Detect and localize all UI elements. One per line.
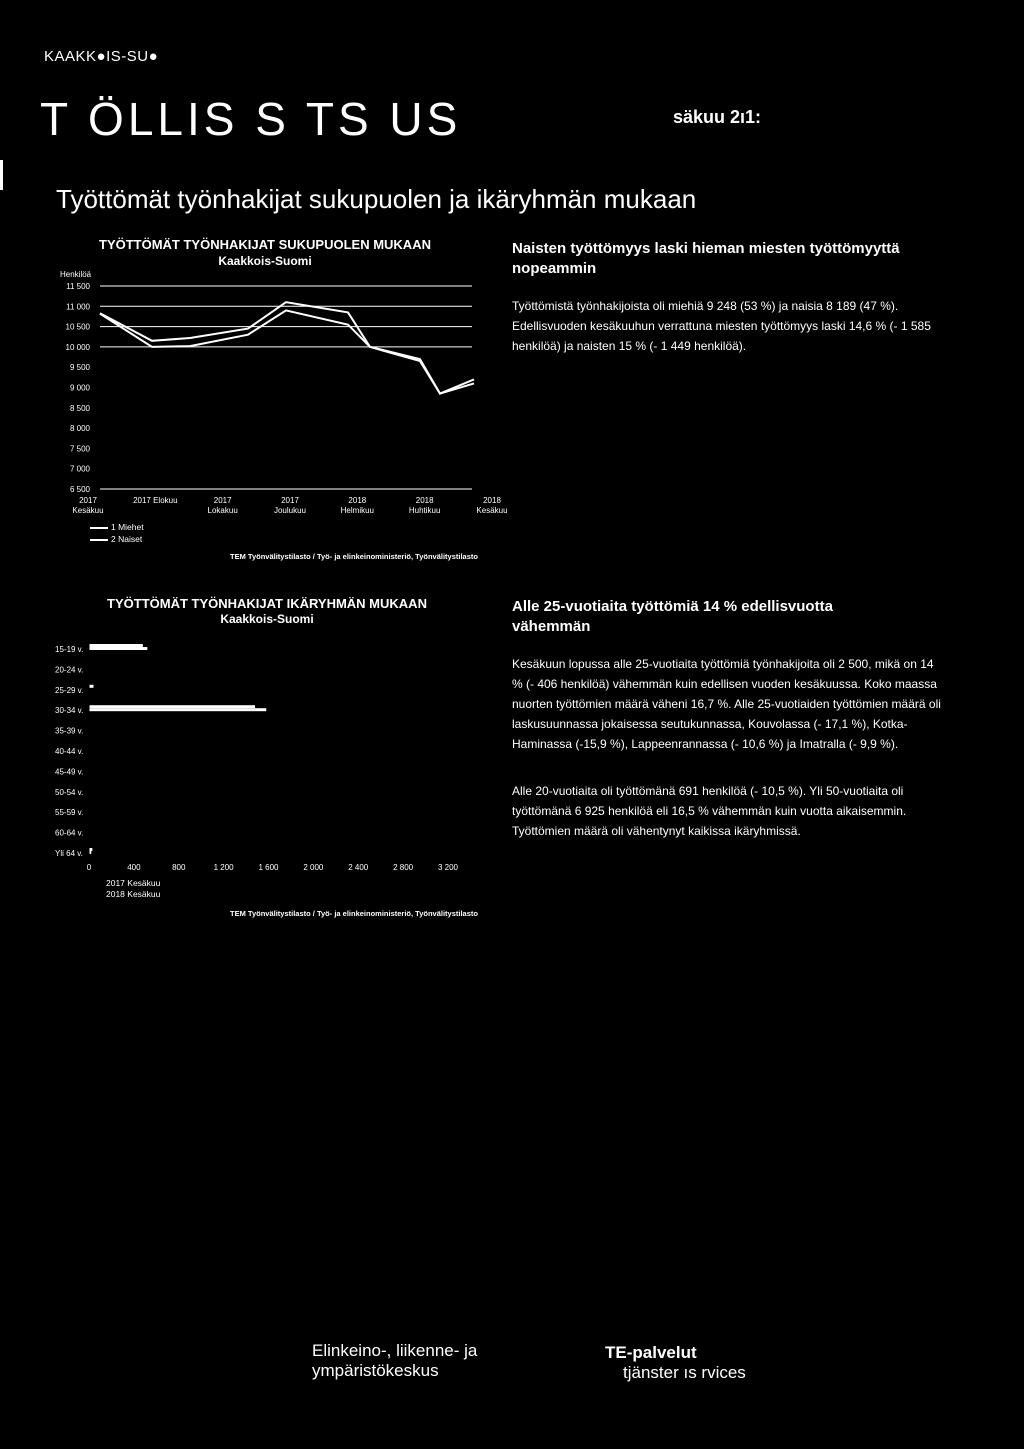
x-tick-label: 400 <box>127 863 141 872</box>
bar-2018 <box>89 647 147 650</box>
bar-2017 <box>89 848 92 851</box>
x-tick-label: Helmikuu <box>340 506 375 515</box>
section-title: Työttömät työnhakijat sukupuolen ja ikäryhmän mukaan <box>56 184 697 214</box>
y-tick-label: 9 000 <box>69 383 90 393</box>
x-tick-label: Kesäkuu <box>72 506 104 515</box>
footer-ely-logo-text <box>312 1341 477 1381</box>
y-tick-label: 8 500 <box>69 403 90 413</box>
footer-te-line2: tjänster ıs rvices <box>623 1363 746 1382</box>
y-tick-label: 10 500 <box>65 322 90 332</box>
footer-te-line1: TE-palvelut <box>605 1343 697 1362</box>
chart1-title: TYÖTTÖMÄT TYÖNHAKIJAT SUKUPUOLEN MUKAAN <box>99 237 431 252</box>
y-category-label: 45-49 v. <box>55 767 84 777</box>
x-tick-label: Lokakuu <box>207 506 238 515</box>
legend-item-2018: 2018 Kesäkuu <box>106 889 161 899</box>
text1-heading: Naisten työttömyys laski hieman miesten työttömyyttä nopeammin <box>512 240 900 277</box>
x-tick-label: Kesäkuu <box>476 506 508 515</box>
x-tick-label: 800 <box>172 863 186 872</box>
x-tick-label: 2017 Elokuu <box>133 496 178 505</box>
y-tick-label: 7 000 <box>69 464 90 474</box>
y-tick-label: 9 500 <box>69 363 90 373</box>
x-tick-label: 2017 <box>79 496 97 505</box>
x-tick-label: 1 200 <box>213 863 234 872</box>
legend-label: 1 Miehet <box>111 522 144 532</box>
chart2-bar-chart <box>0 0 520 920</box>
x-tick-label: 2018 <box>415 496 434 505</box>
chart2-title: TYÖTTÖMÄT TYÖNHAKIJAT IKÄRYHMÄN MUKAAN <box>107 596 427 611</box>
chart1-subtitle: Kaakkois-Suomi <box>218 254 312 268</box>
chart1-source: TEM Työnvälitystilasto / Työ- ja elinkeinoministeriö, Työnvälitystilasto <box>230 552 478 561</box>
region-label: KAAKK●IS-SU● <box>44 48 159 65</box>
x-tick-label: 2 000 <box>303 863 324 872</box>
y-category-label: 20-24 v. <box>55 665 84 675</box>
x-tick-label: 2018 <box>348 496 367 505</box>
x-tick-label: 3 200 <box>437 863 459 872</box>
x-tick-label: Joulukuu <box>273 506 307 515</box>
page-title: T ÖLLIS S TS US <box>40 93 462 145</box>
bar-2017 <box>89 644 143 647</box>
y-tick-label: 6 500 <box>69 485 90 494</box>
footer-ely-line1: Elinkeino-, liikenne- ja <box>312 1341 478 1360</box>
x-tick-label: 2018 <box>483 496 501 505</box>
bar-2017 <box>89 685 93 688</box>
report-date: säkuu 2ı1: <box>673 107 762 127</box>
y-category-label: 25-29 v. <box>55 685 84 695</box>
y-tick-label: 10 000 <box>65 342 90 352</box>
y-category-label: 15-19 v. <box>55 645 84 654</box>
bar-2018 <box>89 708 266 711</box>
footer-ely-line2: ympäristökeskus <box>312 1361 439 1380</box>
y-category-label: 60-64 v. <box>55 828 84 838</box>
y-tick-label: 8 000 <box>69 424 90 434</box>
x-tick-label: 2 400 <box>348 863 369 872</box>
y-category-label: 55-59 v. <box>55 808 84 818</box>
y-tick-label: 7 500 <box>69 444 90 454</box>
chart2-bars <box>89 642 266 856</box>
chart2-source: TEM Työnvälitystilasto / Työ- ja elinkeinoministeriö, Työnvälitystilasto <box>230 909 478 918</box>
text2-heading: Alle 25-vuotiaita työttömiä 14 % edellisvuotta vähemmän <box>512 598 833 635</box>
y-category-label: 50-54 v. <box>55 787 84 797</box>
text2-paragraph1: Kesäkuun lopussa alle 25-vuotiaita työttömiä työnhakijoita oli 2 500, mikä on 14 % (- 406 henkilöä) vähemmän kuin edellisen vuoden kesäkuussa. Koko maassa nuorten työttömien määrä väheni 16,7 %. Alle 25-vuotiaiden työttömien määrä oli laskusuunnassa jokaisessa seutukunnassa, Kouvolassa (- 17,1 %), Kotka-Haminassa (-15,9 %), Lappeenrannassa (- 10,6 %) ja Imatralla (- 9,9 %). <box>512 657 941 751</box>
x-tick-label: 1 600 <box>258 863 279 872</box>
y-tick-label: 11 500 <box>66 282 90 291</box>
x-tick-label: 2 800 <box>393 863 414 872</box>
y-tick-label: 11 000 <box>66 302 90 312</box>
legend-label: 2 Naiset <box>111 534 143 544</box>
chart1-unit-label: Henkilöä <box>60 270 92 279</box>
legend-item-2017: 2017 Kesäkuu <box>106 878 161 888</box>
chart2-y-axis <box>55 645 83 858</box>
y-category-label: 35-39 v. <box>55 726 84 736</box>
chart2-subtitle: Kaakkois-Suomi <box>220 612 314 626</box>
chart2-x-axis <box>87 863 459 872</box>
bar-2017 <box>89 705 255 708</box>
x-tick-label: 2017 <box>281 496 299 505</box>
text1-paragraph: Työttömistä työnhakijoista oli miehiä 9 248 (53 %) ja naisia 8 189 (47 %). Edellisvuoden kesäkuuhun verrattuna miesten työttömyys laski 14,6 % (- 1 585 henkilöä) ja naisten 15 % (- 1 449 henkilöä). <box>512 299 931 353</box>
y-category-label: 30-34 v. <box>55 706 84 716</box>
x-tick-label: 0 <box>86 863 92 872</box>
y-category-label: 40-44 v. <box>55 747 84 756</box>
y-category-label: Yli 64 v. <box>55 849 83 858</box>
x-tick-label: Huhtikuu <box>408 506 441 515</box>
footer-te-logo-text <box>605 1343 746 1383</box>
chart2-legend <box>106 878 160 899</box>
x-tick-label: 2017 <box>213 496 232 505</box>
text2-paragraph2: Alle 20-vuotiaita oli työttömänä 691 henkilöä (- 10,5 %). Yli 50-vuotiaita oli työttömänä 6 925 henkilöä eli 16,5 % vähemmän kuin vuotta aikaisemmin. Työttömien määrä oli vähentynyt kaikissa ikäryhmissä. <box>512 784 907 838</box>
